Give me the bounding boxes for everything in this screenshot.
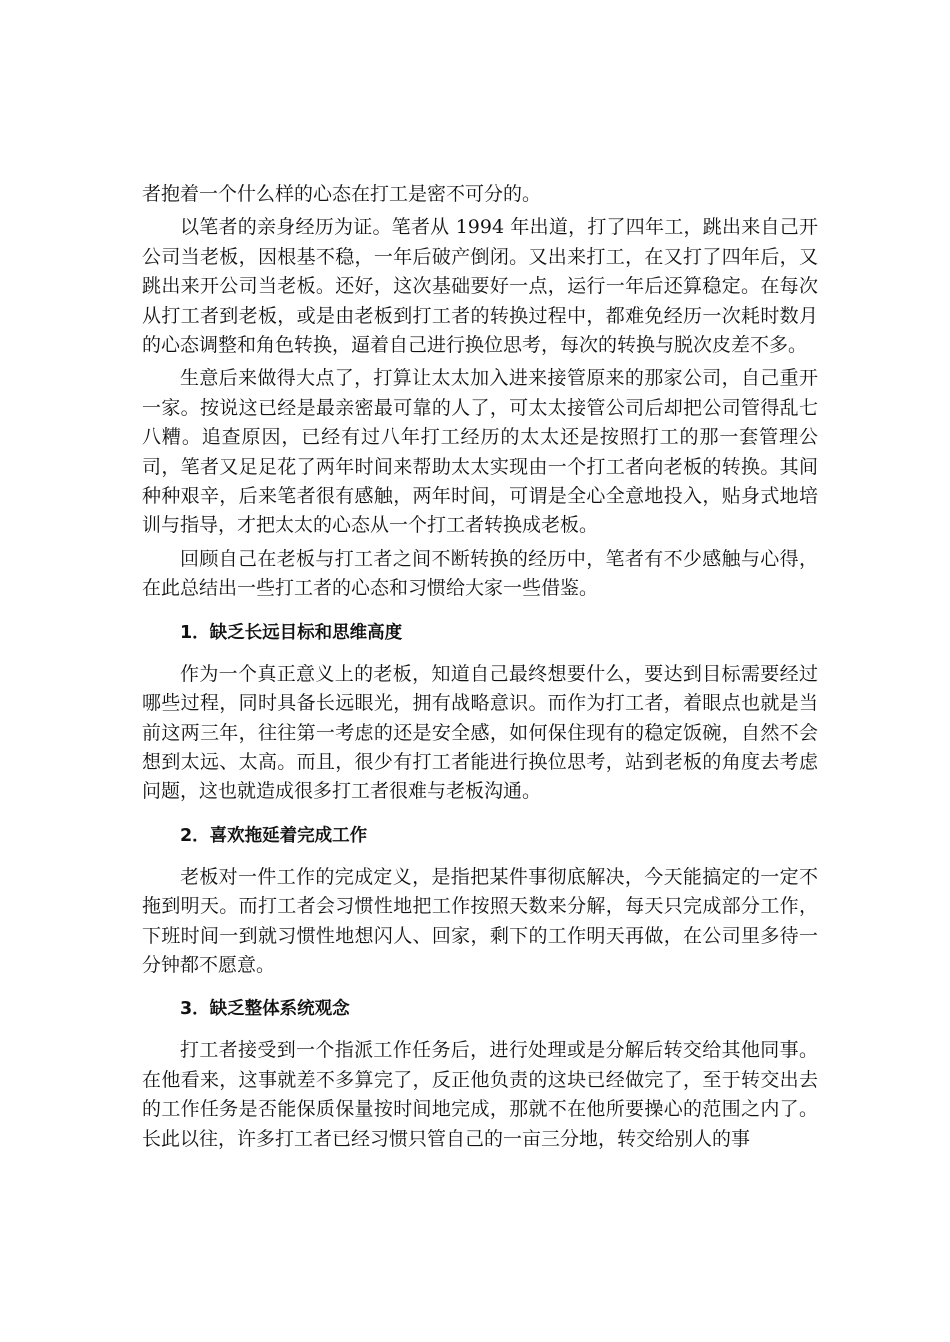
- document-page: [142, 180, 818, 1158]
- paragraph-section-1: 作为一个真正意义上的老板，知道自己最终想要什么，要达到目标需要经过哪些过程，同时具备长远眼光，拥有战略意识。而作为打工者，着眼点也就是当前这两三年，往往第一考虑的还是安全感，如何保住现有的稳定饭碗，自然不会想到太远、太高。而且，很少有打工者能进行换位思考，站到老板的角度去考虑问题，这也就造成很多打工者很难与老板沟通。: [142, 662, 818, 803]
- paragraph-wife-business: 生意后来做得大点了，打算让太太加入进来接管原来的那家公司，自己重开一家。按说这已经是最亲密最可靠的人了，可太太接管公司后却把公司管得乱七八糟。追查原因，已经有过八年打工经历的太太还是按照打工的那一套管理公司，笔者又足足花了两年时间来帮助太太实现由一个打工者向老板的转换。其间种种艰辛，后来笔者很有感触，两年时间，可谓是全心全意地投入，贴身式地培训与指导，才把太太的心态从一个打工者转换成老板。: [142, 367, 818, 537]
- paragraph-continuation: 者抱着一个什么样的心态在打工是密不可分的。: [142, 183, 542, 205]
- paragraph-summary-intro: 回顾自己在老板与打工者之间不断转换的经历中，笔者有不少感触与心得，在此总结出一些打工者的心态和习惯给大家一些借鉴。: [142, 547, 818, 600]
- section-heading-1: 1．缺乏长远目标和思维高度: [180, 622, 403, 643]
- paragraph-personal-experience: 以笔者的亲身经历为证。笔者从 1994 年出道，打了四年工，跳出来自己开公司当老板，因根基不稳，一年后破产倒闭。又出来打工，在又打了四年后，又跳出来开公司当老板。还好，这次基础要好一点，运行一年后还算稳定。在每次从打工者到老板，或是由老板到打工者的转换过程中，都难免经历一次耗时数月的心态调整和角色转换，逼着自己进行换位思考，每次的转换与脱次皮差不多。: [142, 216, 818, 357]
- paragraph-section-3: 打工者接受到一个指派工作任务后，进行处理或是分解后转交给其他同事。在他看来，这事就差不多算完了，反正他负责的这块已经做完了，至于转交出去的工作任务是否能保质保量按时间地完成，那就不在他所要操心的范围之内了。长此以往，许多打工者已经习惯只管自己的一亩三分地，转交给别人的事: [142, 1039, 818, 1150]
- paragraph-section-2: 老板对一件工作的完成定义，是指把某件事彻底解决，今天能搞定的一定不拖到明天。而打工者会习惯性地把工作按照天数来分解，每天只完成部分工作，下班时间一到就习惯性地想闪人、回家，剩下的工作明天再做，在公司里多待一分钟都不愿意。: [142, 865, 818, 976]
- section-heading-2: 2．喜欢拖延着完成工作: [180, 825, 368, 846]
- section-heading-3: 3．缺乏整体系统观念: [180, 999, 350, 1020]
